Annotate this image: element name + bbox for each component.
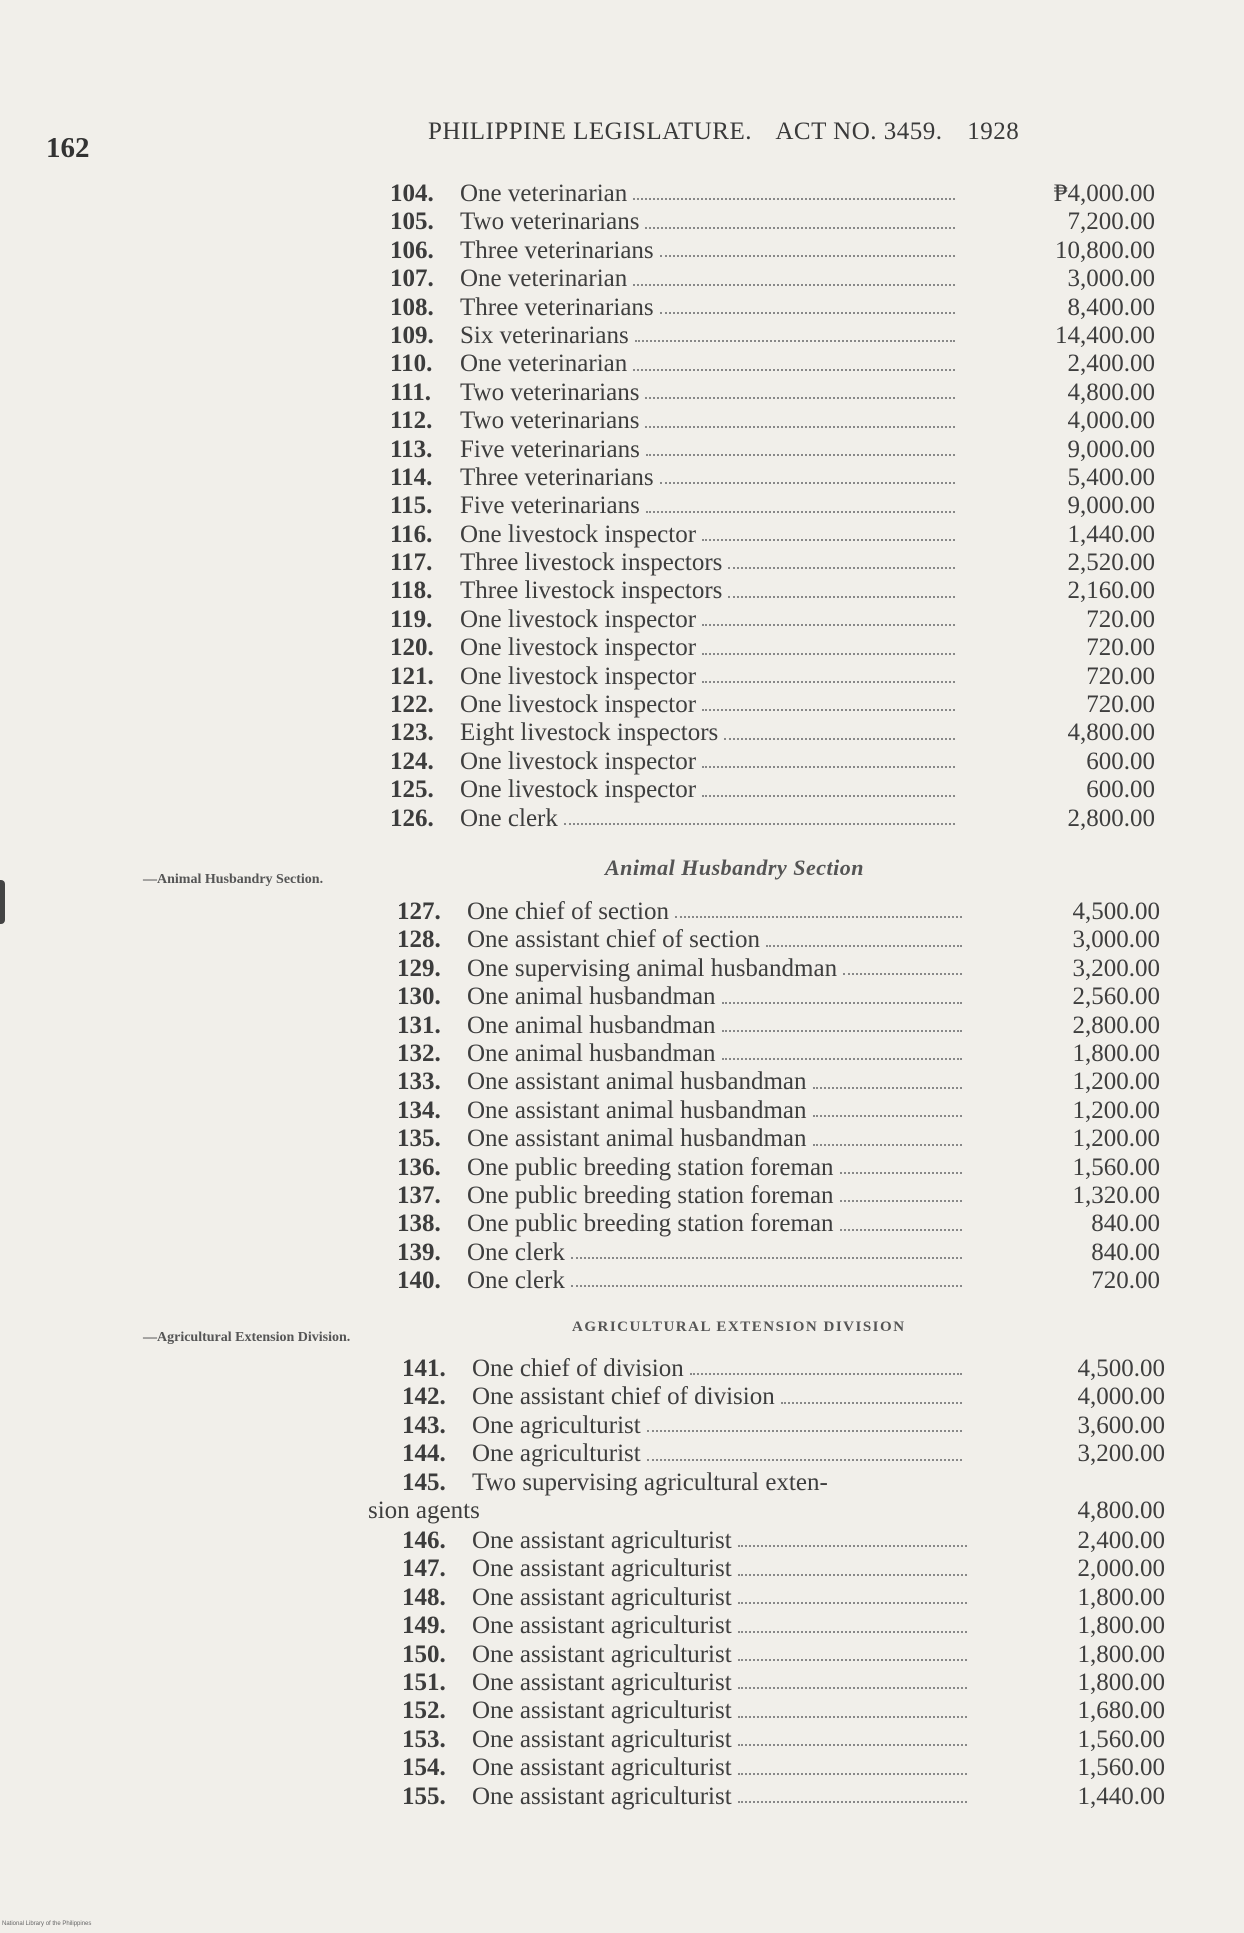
dot-leader bbox=[645, 227, 955, 229]
table-row bbox=[397, 1040, 1167, 1068]
item-amount: 1,440.00 bbox=[1077, 1782, 1165, 1810]
item-amount: 1,200.00 bbox=[1072, 1125, 1160, 1153]
item-amount: 2,800.00 bbox=[1067, 804, 1155, 832]
item-amount: 5,400.00 bbox=[1067, 463, 1155, 491]
table-row bbox=[390, 577, 1165, 605]
dot-leader bbox=[840, 1172, 962, 1174]
item-amount: 840.00 bbox=[1091, 1238, 1160, 1266]
table-row bbox=[402, 1783, 1172, 1811]
item-description: One assistant agriculturist bbox=[472, 1697, 732, 1725]
item-number: 124. bbox=[390, 747, 434, 775]
table-row bbox=[397, 1210, 1167, 1238]
running-head-year: 1928 bbox=[967, 118, 1020, 145]
item-amount: 2,800.00 bbox=[1072, 1011, 1160, 1039]
item-number: 126. bbox=[390, 804, 434, 832]
item-amount: 3,600.00 bbox=[1077, 1411, 1165, 1439]
item-description: One assistant agriculturist bbox=[472, 1782, 732, 1810]
list-item-145 bbox=[368, 1469, 1174, 1526]
dot-leader bbox=[702, 766, 955, 768]
item-description: One animal husbandman bbox=[467, 983, 716, 1011]
item-number: 114. bbox=[390, 463, 433, 491]
item-description: Two veterinarians bbox=[460, 407, 640, 435]
item-number: 133. bbox=[397, 1068, 441, 1096]
dot-leader bbox=[738, 1801, 967, 1803]
item-description: One animal husbandman bbox=[467, 1011, 716, 1039]
dot-leader bbox=[702, 653, 955, 655]
item-description: One chief of division bbox=[472, 1355, 684, 1382]
item-amount: 4,500.00 bbox=[1077, 1355, 1165, 1382]
item-amount: 2,520.00 bbox=[1067, 549, 1155, 577]
dot-leader bbox=[660, 312, 955, 314]
item-amount: 4,000.00 bbox=[1077, 1383, 1165, 1411]
item-number: 131. bbox=[397, 1011, 441, 1039]
table-row bbox=[390, 691, 1165, 719]
table-row bbox=[390, 521, 1165, 549]
item-number: 104. bbox=[390, 180, 434, 207]
item-number: 149. bbox=[402, 1612, 446, 1640]
item-description: One clerk bbox=[467, 1267, 565, 1295]
item-number: 123. bbox=[390, 719, 434, 747]
item-amount: 4,800.00 bbox=[1067, 378, 1155, 406]
table-row bbox=[402, 1412, 1172, 1440]
table-row bbox=[390, 634, 1165, 662]
item-amount: 3,200.00 bbox=[1072, 954, 1160, 982]
dot-leader bbox=[738, 1744, 967, 1746]
table-row bbox=[402, 1641, 1172, 1669]
dot-leader bbox=[724, 738, 955, 740]
dot-leader bbox=[738, 1687, 967, 1689]
item-number: 137. bbox=[397, 1181, 441, 1209]
item-number: 117. bbox=[390, 549, 433, 577]
table-row bbox=[397, 983, 1167, 1011]
table-row bbox=[390, 237, 1165, 265]
item-description: One livestock inspector bbox=[460, 634, 697, 662]
table-row bbox=[390, 663, 1165, 691]
item-amount: 840.00 bbox=[1091, 1210, 1160, 1238]
dot-leader bbox=[645, 397, 955, 399]
dot-leader bbox=[781, 1402, 962, 1404]
dot-leader bbox=[645, 426, 955, 428]
item-number: 111. bbox=[390, 378, 431, 406]
item-description: One clerk bbox=[460, 804, 558, 832]
item-amount: 3,000.00 bbox=[1067, 265, 1155, 293]
item-amount: 1,560.00 bbox=[1077, 1754, 1165, 1782]
item-number: 153. bbox=[402, 1725, 446, 1753]
dot-leader bbox=[564, 823, 955, 825]
item-amount: 1,800.00 bbox=[1077, 1612, 1165, 1640]
item-amount: 8,400.00 bbox=[1067, 293, 1155, 321]
item-number: 138. bbox=[397, 1210, 441, 1238]
table-row bbox=[397, 1154, 1167, 1182]
dot-leader bbox=[813, 1087, 962, 1089]
table-row bbox=[390, 549, 1165, 577]
item-number: 155. bbox=[402, 1782, 446, 1810]
item-amount: 1,440.00 bbox=[1067, 520, 1155, 548]
item-amount: 2,000.00 bbox=[1077, 1555, 1165, 1583]
table-row bbox=[402, 1440, 1172, 1468]
item-description: Three veterinarians bbox=[460, 236, 654, 264]
dot-leader bbox=[840, 1200, 962, 1202]
item-description: Two veterinarians bbox=[460, 208, 640, 236]
item-number: 146. bbox=[402, 1527, 446, 1554]
item-description: One assistant animal husbandman bbox=[467, 1068, 807, 1096]
item-number: 148. bbox=[402, 1583, 446, 1611]
dot-leader bbox=[646, 454, 955, 456]
item-description: One assistant chief of division bbox=[472, 1383, 775, 1411]
table-row bbox=[397, 955, 1167, 983]
dot-leader bbox=[702, 709, 955, 711]
item-number: 121. bbox=[390, 662, 434, 690]
section-heading-animal-husbandry: Animal Husbandry Section bbox=[605, 855, 864, 880]
item-number: 106. bbox=[390, 236, 434, 264]
item-number: 112. bbox=[390, 407, 433, 435]
item-description: One clerk bbox=[467, 1238, 565, 1266]
item-description: One assistant agriculturist bbox=[472, 1754, 732, 1782]
item-amount: 720.00 bbox=[1091, 1267, 1160, 1295]
table-row bbox=[397, 1097, 1167, 1125]
item-amount: 4,500.00 bbox=[1072, 898, 1160, 925]
dot-leader bbox=[660, 255, 955, 257]
item-number: 141. bbox=[402, 1355, 446, 1382]
table-row bbox=[390, 407, 1165, 435]
item-amount: 600.00 bbox=[1086, 776, 1155, 804]
table-row bbox=[390, 350, 1165, 378]
item-number: 144. bbox=[402, 1440, 446, 1468]
table-row bbox=[402, 1555, 1172, 1583]
table-row bbox=[390, 322, 1165, 350]
dot-leader bbox=[702, 795, 955, 797]
item-amount: 9,000.00 bbox=[1067, 435, 1155, 463]
dot-leader bbox=[702, 624, 955, 626]
dot-leader bbox=[722, 1002, 962, 1004]
item-number: 151. bbox=[402, 1668, 446, 1696]
dot-leader bbox=[647, 1430, 962, 1432]
table-row bbox=[397, 1012, 1167, 1040]
table-row bbox=[390, 180, 1165, 208]
table-row bbox=[390, 719, 1165, 747]
item-amount: 1,560.00 bbox=[1077, 1725, 1165, 1753]
item-amount: 1,320.00 bbox=[1072, 1181, 1160, 1209]
margin-note-animal-husbandry: —Animal Husbandry Section. bbox=[143, 872, 324, 887]
appropriation-list-animal-husbandry bbox=[397, 898, 1167, 1295]
item-number: 145. bbox=[402, 1469, 446, 1496]
item-amount: 2,160.00 bbox=[1067, 577, 1155, 605]
appropriation-list-agricultural-a bbox=[402, 1355, 1172, 1469]
item-description: Three livestock inspectors bbox=[460, 549, 723, 577]
running-head bbox=[428, 118, 1037, 146]
item-description: Two supervising agricultural exten- bbox=[472, 1469, 828, 1496]
item-number: 154. bbox=[402, 1754, 446, 1782]
item-number: 139. bbox=[397, 1238, 441, 1266]
item-description: Eight livestock inspectors bbox=[460, 719, 719, 747]
item-description: One agriculturist bbox=[472, 1411, 641, 1439]
item-description: One assistant agriculturist bbox=[472, 1612, 732, 1640]
table-row bbox=[390, 294, 1165, 322]
item-description: Two veterinarians bbox=[460, 378, 640, 406]
table-row bbox=[402, 1584, 1172, 1612]
table-row bbox=[402, 1355, 1172, 1383]
item-amount: 3,200.00 bbox=[1077, 1440, 1165, 1468]
item-description: Six veterinarians bbox=[460, 321, 629, 349]
item-amount: 720.00 bbox=[1086, 605, 1155, 633]
item-number: 116. bbox=[390, 520, 433, 548]
dot-leader bbox=[738, 1631, 967, 1633]
item-number: 140. bbox=[397, 1267, 441, 1295]
item-number: 118. bbox=[390, 577, 433, 605]
item-number: 125. bbox=[390, 776, 434, 804]
item-number: 113. bbox=[390, 435, 433, 463]
item-number: 130. bbox=[397, 983, 441, 1011]
item-description: One assistant animal husbandman bbox=[467, 1096, 807, 1124]
item-number: 120. bbox=[390, 634, 434, 662]
item-description: One assistant chief of section bbox=[467, 926, 760, 954]
table-row bbox=[390, 748, 1165, 776]
dot-leader bbox=[738, 1716, 967, 1718]
item-number: 128. bbox=[397, 926, 441, 954]
item-description: One assistant animal husbandman bbox=[467, 1125, 807, 1153]
item-amount: 1,800.00 bbox=[1077, 1583, 1165, 1611]
item-description: One veterinarian bbox=[460, 350, 628, 378]
table-row bbox=[390, 464, 1165, 492]
table-row bbox=[402, 1697, 1172, 1725]
table-row bbox=[397, 1182, 1167, 1210]
item-number: 143. bbox=[402, 1411, 446, 1439]
table-row bbox=[402, 1726, 1172, 1754]
table-row bbox=[390, 776, 1165, 804]
item-description: One veterinarian bbox=[460, 180, 628, 207]
item-description: One public breeding station foreman bbox=[467, 1153, 834, 1181]
item-description: One livestock inspector bbox=[460, 747, 697, 775]
item-description: Five veterinarians bbox=[460, 492, 640, 520]
table-row bbox=[390, 265, 1165, 293]
item-description: One assistant agriculturist bbox=[472, 1640, 732, 1668]
table-row bbox=[397, 926, 1167, 954]
dot-leader bbox=[840, 1229, 962, 1231]
table-row bbox=[397, 1125, 1167, 1153]
item-amount: 4,000.00 bbox=[1067, 407, 1155, 435]
dot-leader bbox=[633, 198, 955, 200]
running-head-title: PHILIPPINE LEGISLATURE. bbox=[428, 118, 752, 145]
table-row bbox=[397, 1068, 1167, 1096]
dot-leader bbox=[843, 973, 962, 975]
dot-leader bbox=[633, 284, 955, 286]
item-description-continued: sion agents bbox=[368, 1497, 480, 1525]
item-amount: 7,200.00 bbox=[1067, 208, 1155, 236]
footer-credit: National Library of the Philippines bbox=[2, 1921, 92, 1927]
dot-leader bbox=[738, 1574, 967, 1576]
table-row bbox=[397, 1239, 1167, 1267]
item-number: 119. bbox=[390, 605, 433, 633]
item-amount: 4,800.00 bbox=[1077, 1497, 1165, 1525]
item-amount: 2,560.00 bbox=[1072, 983, 1160, 1011]
item-number: 150. bbox=[402, 1640, 446, 1668]
dot-leader bbox=[813, 1115, 962, 1117]
division-heading-agricultural-extension: AGRICULTURAL EXTENSION DIVISION bbox=[572, 1319, 906, 1335]
table-row bbox=[397, 1267, 1167, 1295]
item-description: One livestock inspector bbox=[460, 605, 697, 633]
item-amount: 1,800.00 bbox=[1077, 1640, 1165, 1668]
item-amount: 2,400.00 bbox=[1077, 1527, 1165, 1554]
dot-leader bbox=[738, 1659, 967, 1661]
item-number: 127. bbox=[397, 898, 441, 925]
item-description: One assistant agriculturist bbox=[472, 1725, 732, 1753]
table-row bbox=[402, 1383, 1172, 1411]
item-description: One public breeding station foreman bbox=[467, 1210, 834, 1238]
item-description: One livestock inspector bbox=[460, 662, 697, 690]
table-row bbox=[397, 898, 1167, 926]
item-amount: 1,800.00 bbox=[1077, 1668, 1165, 1696]
item-amount: 9,000.00 bbox=[1067, 492, 1155, 520]
table-row bbox=[402, 1754, 1172, 1782]
item-number: 147. bbox=[402, 1555, 446, 1583]
item-description: Three livestock inspectors bbox=[460, 577, 723, 605]
dot-leader bbox=[571, 1285, 962, 1287]
item-number: 129. bbox=[397, 954, 441, 982]
table-row bbox=[390, 606, 1165, 634]
item-amount: 10,800.00 bbox=[1055, 236, 1155, 264]
item-description: One assistant agriculturist bbox=[472, 1583, 732, 1611]
item-description: One agriculturist bbox=[472, 1440, 641, 1468]
item-description: One supervising animal husbandman bbox=[467, 954, 838, 982]
item-description: One livestock inspector bbox=[460, 691, 697, 719]
item-amount: 720.00 bbox=[1086, 662, 1155, 690]
item-amount: 600.00 bbox=[1086, 747, 1155, 775]
item-amount: 1,200.00 bbox=[1072, 1096, 1160, 1124]
table-row bbox=[402, 1669, 1172, 1697]
dot-leader bbox=[571, 1257, 962, 1259]
dot-leader bbox=[722, 1058, 962, 1060]
dot-leader bbox=[738, 1773, 967, 1775]
dot-leader bbox=[722, 1030, 962, 1032]
item-number: 122. bbox=[390, 691, 434, 719]
item-description: One chief of section bbox=[467, 898, 670, 925]
item-number: 135. bbox=[397, 1125, 441, 1153]
item-amount: ₱4,000.00 bbox=[1053, 180, 1155, 207]
item-amount: 2,400.00 bbox=[1067, 350, 1155, 378]
item-amount: 4,800.00 bbox=[1067, 719, 1155, 747]
item-description: One livestock inspector bbox=[460, 520, 697, 548]
item-amount: 720.00 bbox=[1086, 691, 1155, 719]
table-row bbox=[390, 436, 1165, 464]
item-amount: 720.00 bbox=[1086, 634, 1155, 662]
item-amount: 1,680.00 bbox=[1077, 1697, 1165, 1725]
dot-leader bbox=[738, 1545, 967, 1547]
dot-leader bbox=[647, 1459, 962, 1461]
item-number: 136. bbox=[397, 1153, 441, 1181]
dot-leader bbox=[646, 511, 955, 513]
appropriation-list-veterinary bbox=[390, 180, 1165, 833]
item-number: 110. bbox=[390, 350, 433, 378]
page-number: 162 bbox=[46, 132, 90, 164]
edge-mark bbox=[0, 880, 5, 924]
item-amount: 1,200.00 bbox=[1072, 1068, 1160, 1096]
item-amount: 1,800.00 bbox=[1072, 1039, 1160, 1067]
dot-leader bbox=[766, 945, 962, 947]
table-row bbox=[390, 805, 1165, 833]
item-description: One veterinarian bbox=[460, 265, 628, 293]
item-description: One animal husbandman bbox=[467, 1039, 716, 1067]
running-head-act: ACT NO. 3459. bbox=[775, 118, 943, 145]
margin-note-agricultural-extension: —Agricultural Extension Division. bbox=[143, 1330, 351, 1345]
item-number: 115. bbox=[390, 492, 433, 520]
item-description: One assistant agriculturist bbox=[472, 1668, 732, 1696]
item-description: Five veterinarians bbox=[460, 435, 640, 463]
table-row bbox=[390, 379, 1165, 407]
item-amount: 14,400.00 bbox=[1055, 321, 1155, 349]
table-row bbox=[402, 1612, 1172, 1640]
item-number: 105. bbox=[390, 208, 434, 236]
dot-leader bbox=[702, 539, 955, 541]
item-description: Three veterinarians bbox=[460, 463, 654, 491]
dot-leader bbox=[813, 1144, 962, 1146]
dot-leader bbox=[702, 681, 955, 683]
dot-leader bbox=[675, 916, 962, 918]
dot-leader bbox=[660, 482, 955, 484]
item-amount: 1,560.00 bbox=[1072, 1153, 1160, 1181]
table-row bbox=[390, 492, 1165, 520]
item-amount: 3,000.00 bbox=[1072, 926, 1160, 954]
item-description: One livestock inspector bbox=[460, 776, 697, 804]
dot-leader bbox=[728, 567, 955, 569]
item-number: 142. bbox=[402, 1383, 446, 1411]
item-number: 134. bbox=[397, 1096, 441, 1124]
item-number: 108. bbox=[390, 293, 434, 321]
dot-leader bbox=[633, 369, 955, 371]
item-number: 109. bbox=[390, 321, 434, 349]
item-number: 152. bbox=[402, 1697, 446, 1725]
item-number: 107. bbox=[390, 265, 434, 293]
item-description: Three veterinarians bbox=[460, 293, 654, 321]
dot-leader bbox=[690, 1373, 962, 1375]
table-row bbox=[390, 208, 1165, 236]
item-description: One assistant agriculturist bbox=[472, 1555, 732, 1583]
appropriation-list-agricultural-b bbox=[402, 1527, 1172, 1811]
table-row bbox=[402, 1527, 1172, 1555]
dot-leader bbox=[738, 1602, 967, 1604]
dot-leader bbox=[635, 340, 955, 342]
dot-leader bbox=[728, 596, 955, 598]
item-number: 132. bbox=[397, 1039, 441, 1067]
item-description: One assistant agriculturist bbox=[472, 1527, 732, 1554]
item-description: One public breeding station foreman bbox=[467, 1181, 834, 1209]
